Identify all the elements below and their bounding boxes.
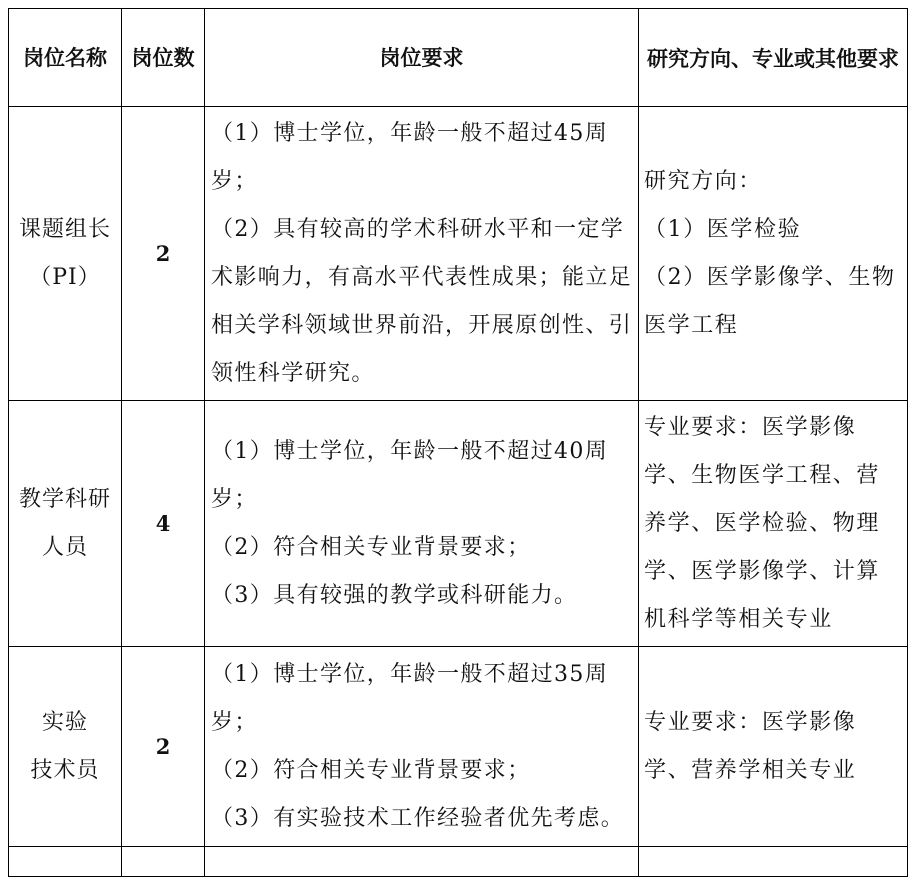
- position-name-line: 人员: [41, 534, 88, 560]
- requirement-item: （1）博士学位，年龄一般不超过40周岁；: [211, 438, 609, 512]
- table-header-row: [9, 9, 908, 107]
- requirement-item: （2）符合相关专业背景要求；: [211, 534, 531, 560]
- direction-item: 研究方向：: [644, 168, 763, 194]
- position-name-line: 课题组长: [18, 216, 111, 242]
- direction-item: （1）医学检验: [644, 216, 802, 242]
- requirements-cell: [205, 107, 639, 401]
- position-count-cell: 4: [122, 401, 205, 647]
- requirement-item: （3）具有较强的教学或科研能力。: [211, 582, 578, 608]
- job-table: [8, 8, 908, 877]
- requirement-item: （3）有实验技术工作经验者优先考虑。: [211, 805, 625, 831]
- header-direction: 研究方向、专业或其他要求: [639, 9, 908, 107]
- requirement-item: （2）符合相关专业背景要求；: [211, 757, 531, 783]
- header-requirements: 岗位要求: [205, 9, 639, 107]
- empty-cell: [122, 847, 205, 877]
- header-position-name: 岗位名称: [9, 9, 122, 107]
- requirement-item: （2）具有较高的学术科研水平和一定学术影响力，有高水平代表性成果；能立足相关学科领域世界前沿，开展原创性、引领性科学研究。: [211, 216, 633, 386]
- position-name-line: 教学科研: [18, 486, 111, 512]
- requirement-item: （1）博士学位，年龄一般不超过45周岁；: [211, 120, 609, 194]
- requirements-cell: [205, 401, 639, 647]
- direction-item: 专业要求：医学影像学、生物医学工程、营养学、医学检验、物理学、医学影像学、计算机科学等相关专业: [644, 414, 881, 632]
- header-position-count: 岗位数: [122, 9, 205, 107]
- position-name-cell: [9, 401, 122, 647]
- requirement-item: （1）博士学位，年龄一般不超过35周岁；: [211, 661, 609, 735]
- position-count-cell: 2: [122, 647, 205, 847]
- direction-item: 专业要求：医学影像学、营养学相关专业: [644, 709, 857, 783]
- position-name-cell: [9, 647, 122, 847]
- table-row: [9, 401, 908, 647]
- empty-cell: [9, 847, 122, 877]
- position-name-line: 实验: [41, 709, 88, 735]
- position-name-line: （PI）: [29, 264, 101, 290]
- table-row-partial: [9, 847, 908, 877]
- table-row: [9, 647, 908, 847]
- direction-cell: [639, 647, 908, 847]
- empty-cell: [639, 847, 908, 877]
- position-name-line: 技术员: [30, 757, 100, 783]
- direction-item: （2）医学影像学、生物医学工程: [644, 264, 896, 338]
- position-name-cell: [9, 107, 122, 401]
- empty-cell: [205, 847, 639, 877]
- direction-cell: [639, 107, 908, 401]
- requirements-cell: [205, 647, 639, 847]
- position-count-cell: 2: [122, 107, 205, 401]
- table-row: [9, 107, 908, 401]
- direction-cell: [639, 401, 908, 647]
